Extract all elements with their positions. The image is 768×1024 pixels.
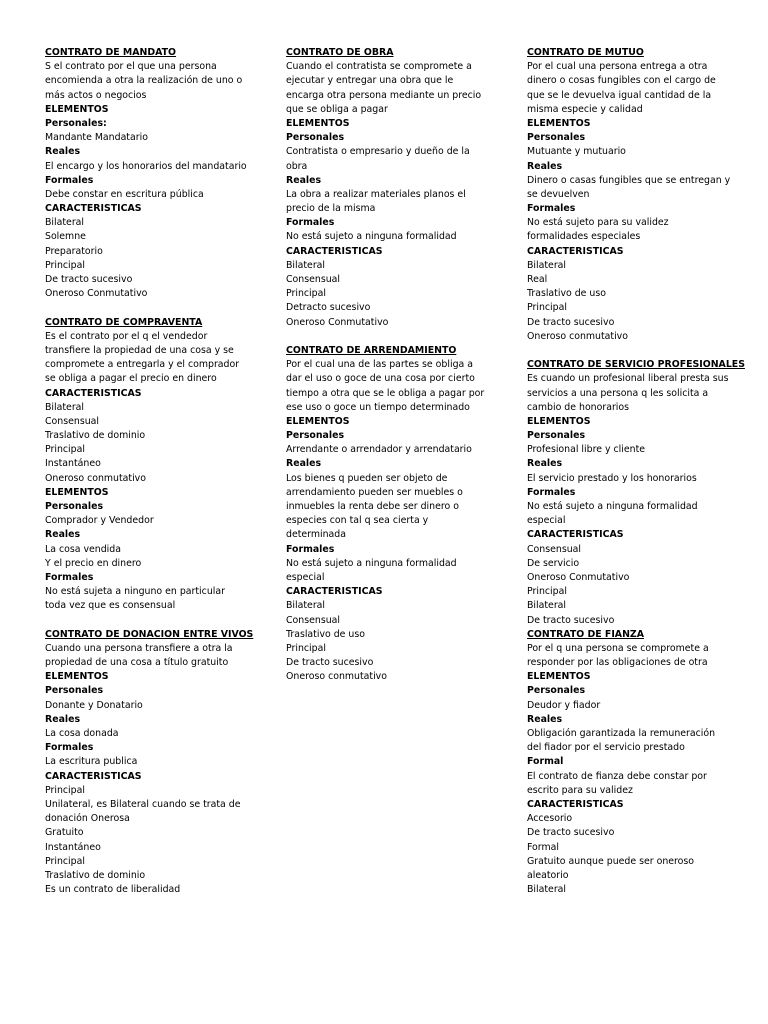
subheading: Formales — [45, 174, 94, 186]
text-line: Preparatorio — [45, 245, 103, 257]
text-line: Oneroso Conmutativo — [286, 316, 389, 328]
text-line: especial — [527, 515, 566, 527]
text-line: Formal — [527, 841, 559, 853]
subheading: Reales — [45, 713, 81, 725]
section-title: CONTRATO DE DONACION ENTRE VIVOS — [45, 628, 254, 640]
text-line: La escritura publica — [45, 756, 138, 768]
subheading: Reales — [527, 713, 563, 725]
text-line: El contrato de fianza debe constar por — [527, 770, 707, 782]
subheading: Personales — [527, 685, 586, 697]
text-line: Comprador y Vendedor — [45, 515, 154, 527]
text-line: No está sujeta a ninguno en particular — [45, 586, 225, 598]
text-line: Gratuito — [45, 827, 84, 839]
subheading: ELEMENTOS — [527, 671, 591, 683]
subheading: Personales — [286, 132, 345, 144]
text-line: La obra a realizar materiales planos el — [286, 188, 466, 200]
text-line: Bilateral — [286, 259, 326, 271]
subheading: Personales — [286, 430, 345, 442]
text-line: Deudor y fiador — [527, 699, 601, 711]
text-line: Traslativo de dominio — [45, 430, 146, 442]
text-line: tiempo a otra que se le obliga a pagar por — [286, 387, 485, 399]
text-line: Los bienes q pueden ser objeto de — [286, 472, 448, 484]
subheading: CARACTERISTICAS — [286, 586, 383, 598]
text-line: De tracto sucesivo — [45, 274, 133, 285]
section-spacer — [286, 330, 488, 344]
text-line: Traslativo de dominio — [45, 869, 146, 881]
text-line: Cuando una persona transfiere a otra la — [45, 642, 233, 654]
text-line: inmuebles la renta debe ser dinero o — [286, 501, 459, 512]
subheading: Personales — [45, 501, 104, 512]
subheading: Reales — [45, 146, 81, 158]
text-line: No está sujeto a ninguna formalidad — [286, 231, 457, 243]
subheading: ELEMENTOS — [286, 117, 350, 129]
text-line: Bilateral — [527, 259, 567, 271]
text-line: dar el uso o goce de una cosa por cierto — [286, 373, 475, 385]
text-line: encomienda a otra la realización de uno o — [45, 75, 243, 87]
text-line: El encargo y los honorarios del mandatario — [45, 160, 247, 172]
text-line: Bilateral — [527, 600, 567, 612]
text-line: Mandante Mandatario — [45, 132, 148, 144]
text-line: misma especie y calidad — [527, 103, 643, 115]
section-title: CONTRATO DE SERVICIO PROFESIONALES — [527, 359, 745, 371]
text-line: Bilateral — [527, 884, 567, 896]
text-line: especial — [286, 571, 325, 583]
subheading: Formales — [45, 571, 94, 583]
column-right — [527, 46, 745, 897]
text-line: De tracto sucesivo — [286, 657, 374, 669]
section-spacer — [45, 301, 247, 315]
subheading: ELEMENTOS — [286, 415, 350, 427]
text-line: Gratuito aunque puede ser oneroso — [527, 855, 695, 867]
section-title: CONTRATO DE MANDATO — [45, 47, 177, 58]
subheading: ELEMENTOS — [45, 486, 109, 498]
text-line: Principal — [527, 302, 567, 314]
text-line: servicios a una persona q les solicita a — [527, 387, 709, 399]
text-line: cambio de honorarios — [527, 401, 630, 413]
subheading: Reales — [286, 458, 322, 470]
text-line: ese uso o goce un tiempo determinado — [286, 401, 470, 413]
text-line: Instantáneo — [45, 841, 101, 853]
text-line: Donante y Donatario — [45, 699, 143, 711]
text-line: más actos o negocios — [45, 89, 147, 101]
text-line: La cosa donada — [45, 728, 119, 739]
text-line: Principal — [45, 259, 85, 271]
subheading: Formales — [286, 543, 335, 555]
text-line: Solemne — [45, 231, 86, 243]
text-line: Arrendante o arrendador y arrendatario — [286, 444, 472, 456]
text-line: propiedad de una cosa a título gratuito — [45, 657, 229, 669]
text-line: Bilateral — [45, 217, 85, 229]
subheading: Personales: — [45, 117, 107, 129]
text-line: Principal — [286, 642, 326, 654]
text-line: Dinero o casas fungibles que se entregan y — [527, 174, 731, 186]
text-line: Principal — [45, 444, 85, 456]
text-line: Oneroso conmutativo — [45, 472, 146, 484]
text-line: Unilateral, es Bilateral cuando se trata de — [45, 798, 241, 810]
subheading: Reales — [45, 529, 81, 541]
text-line: donación Onerosa — [45, 813, 130, 825]
subheading: Personales — [527, 430, 586, 442]
subheading: Formales — [527, 203, 576, 215]
text-line: Por el cual una persona entrega a otra — [527, 61, 708, 73]
text-line: Principal — [286, 288, 326, 300]
text-line: Oneroso conmutativo — [527, 330, 628, 342]
subheading: Formales — [45, 742, 94, 754]
text-line: que se le devuelva igual cantidad de la — [527, 89, 712, 101]
section-spacer — [45, 614, 247, 628]
text-line: De tracto sucesivo — [527, 614, 615, 626]
section-title: CONTRATO DE MUTUO — [527, 47, 644, 58]
text-line: escrito para su validez — [527, 784, 633, 796]
section-title: CONTRATO DE ARRENDAMIENTO — [286, 344, 457, 356]
text-line: transfiere la propiedad de una cosa y se — [45, 344, 234, 356]
text-line: obra — [286, 160, 308, 172]
text-line: Accesorio — [527, 813, 573, 825]
text-line: De tracto sucesivo — [527, 827, 615, 839]
subheading: ELEMENTOS — [527, 117, 591, 129]
text-line: encarga otra persona mediante un precio — [286, 89, 482, 101]
subheading: CARACTERISTICAS — [45, 770, 142, 782]
text-line: No está sujeto para su validez — [527, 217, 669, 229]
section-title: CONTRATO DE FIANZA — [527, 628, 644, 640]
subheading: Formal — [527, 756, 564, 768]
text-line: del fiador por el servicio prestado — [527, 742, 685, 754]
text-line: Bilateral — [286, 600, 326, 612]
text-line: Debe constar en escritura pública — [45, 188, 204, 200]
section-title: CONTRATO DE OBRA — [286, 47, 394, 58]
text-line: Es un contrato de liberalidad — [45, 884, 181, 896]
subheading: CARACTERISTICAS — [527, 245, 624, 257]
text-line: precio de la misma — [286, 203, 376, 215]
text-line: Consensual — [286, 274, 340, 285]
column-middle — [286, 46, 488, 684]
text-line: Oneroso Conmutativo — [45, 288, 148, 300]
subheading: CARACTERISTICAS — [527, 798, 624, 810]
subheading: Personales — [527, 132, 586, 144]
text-line: se devuelven — [527, 188, 590, 200]
subheading: CARACTERISTICAS — [286, 245, 383, 257]
subheading: Formales — [286, 217, 335, 229]
subheading: Formales — [527, 486, 576, 498]
text-line: especies con tal q sea cierta y — [286, 515, 429, 527]
subheading: Reales — [527, 458, 563, 470]
text-line: se obliga a pagar el precio en dinero — [45, 373, 217, 385]
section-spacer — [527, 344, 729, 358]
text-line: De tracto sucesivo — [527, 316, 615, 328]
text-line: dinero o cosas fungibles con el cargo de — [527, 75, 716, 87]
text-line: No está sujeto a ninguna formalidad — [527, 501, 698, 512]
text-line: Oneroso Conmutativo — [527, 571, 630, 583]
text-line: Principal — [527, 586, 567, 598]
text-line: determinada — [286, 529, 346, 541]
text-line: arrendamiento pueden ser muebles o — [286, 486, 463, 498]
text-line: formalidades especiales — [527, 231, 641, 243]
text-line: ejecutar y entregar una obra que le — [286, 75, 454, 87]
text-line: Mutuante y mutuario — [527, 146, 626, 158]
subheading: CARACTERISTICAS — [45, 387, 142, 399]
text-line: Consensual — [527, 543, 581, 555]
text-line: que se obliga a pagar — [286, 103, 388, 115]
text-line: Real — [527, 274, 548, 285]
text-line: Por el cual una de las partes se obliga a — [286, 359, 473, 371]
subheading: Reales — [527, 160, 563, 172]
subheading: ELEMENTOS — [45, 671, 109, 683]
text-line: Traslativo de uso — [286, 628, 365, 640]
text-line: La cosa vendida — [45, 543, 121, 555]
text-line: Detracto sucesivo — [286, 302, 371, 314]
subheading: CARACTERISTICAS — [527, 529, 624, 541]
text-line: Obligación garantizada la remuneración — [527, 728, 716, 739]
text-line: Contratista o empresario y dueño de la — [286, 146, 470, 158]
text-line: responder por las obligaciones de otra — [527, 657, 708, 669]
text-line: compromete a entregarla y el comprador — [45, 359, 240, 371]
text-line: toda vez que es consensual — [45, 600, 176, 612]
text-line: No está sujeto a ninguna formalidad — [286, 557, 457, 569]
column-left — [45, 46, 254, 897]
text-line: Instantáneo — [45, 458, 101, 470]
text-line: Profesional libre y cliente — [527, 444, 646, 456]
text-line: De servicio — [527, 557, 580, 569]
text-line: aleatorio — [527, 869, 569, 881]
text-line: Oneroso conmutativo — [286, 671, 387, 683]
text-line: Consensual — [45, 415, 99, 427]
text-line: Es el contrato por el q el vendedor — [45, 330, 208, 342]
text-line: S el contrato por el que una persona — [45, 61, 217, 73]
section-title: CONTRATO DE COMPRAVENTA — [45, 316, 203, 328]
text-line: Consensual — [286, 614, 340, 626]
text-line: Principal — [45, 784, 85, 796]
subheading: ELEMENTOS — [45, 103, 109, 115]
text-line: Por el q una persona se compromete a — [527, 642, 709, 654]
text-line: El servicio prestado y los honorarios — [527, 472, 697, 484]
text-line: Y el precio en dinero — [45, 557, 142, 569]
subheading: ELEMENTOS — [527, 415, 591, 427]
text-line: Principal — [45, 855, 85, 867]
subheading: Reales — [286, 174, 322, 186]
subheading: CARACTERISTICAS — [45, 203, 142, 215]
text-line: Cuando el contratista se compromete a — [286, 61, 472, 73]
text-line: Bilateral — [45, 401, 85, 413]
text-line: Traslativo de uso — [527, 288, 606, 300]
text-line: Es cuando un profesional liberal presta sus — [527, 373, 729, 385]
subheading: Personales — [45, 685, 104, 697]
